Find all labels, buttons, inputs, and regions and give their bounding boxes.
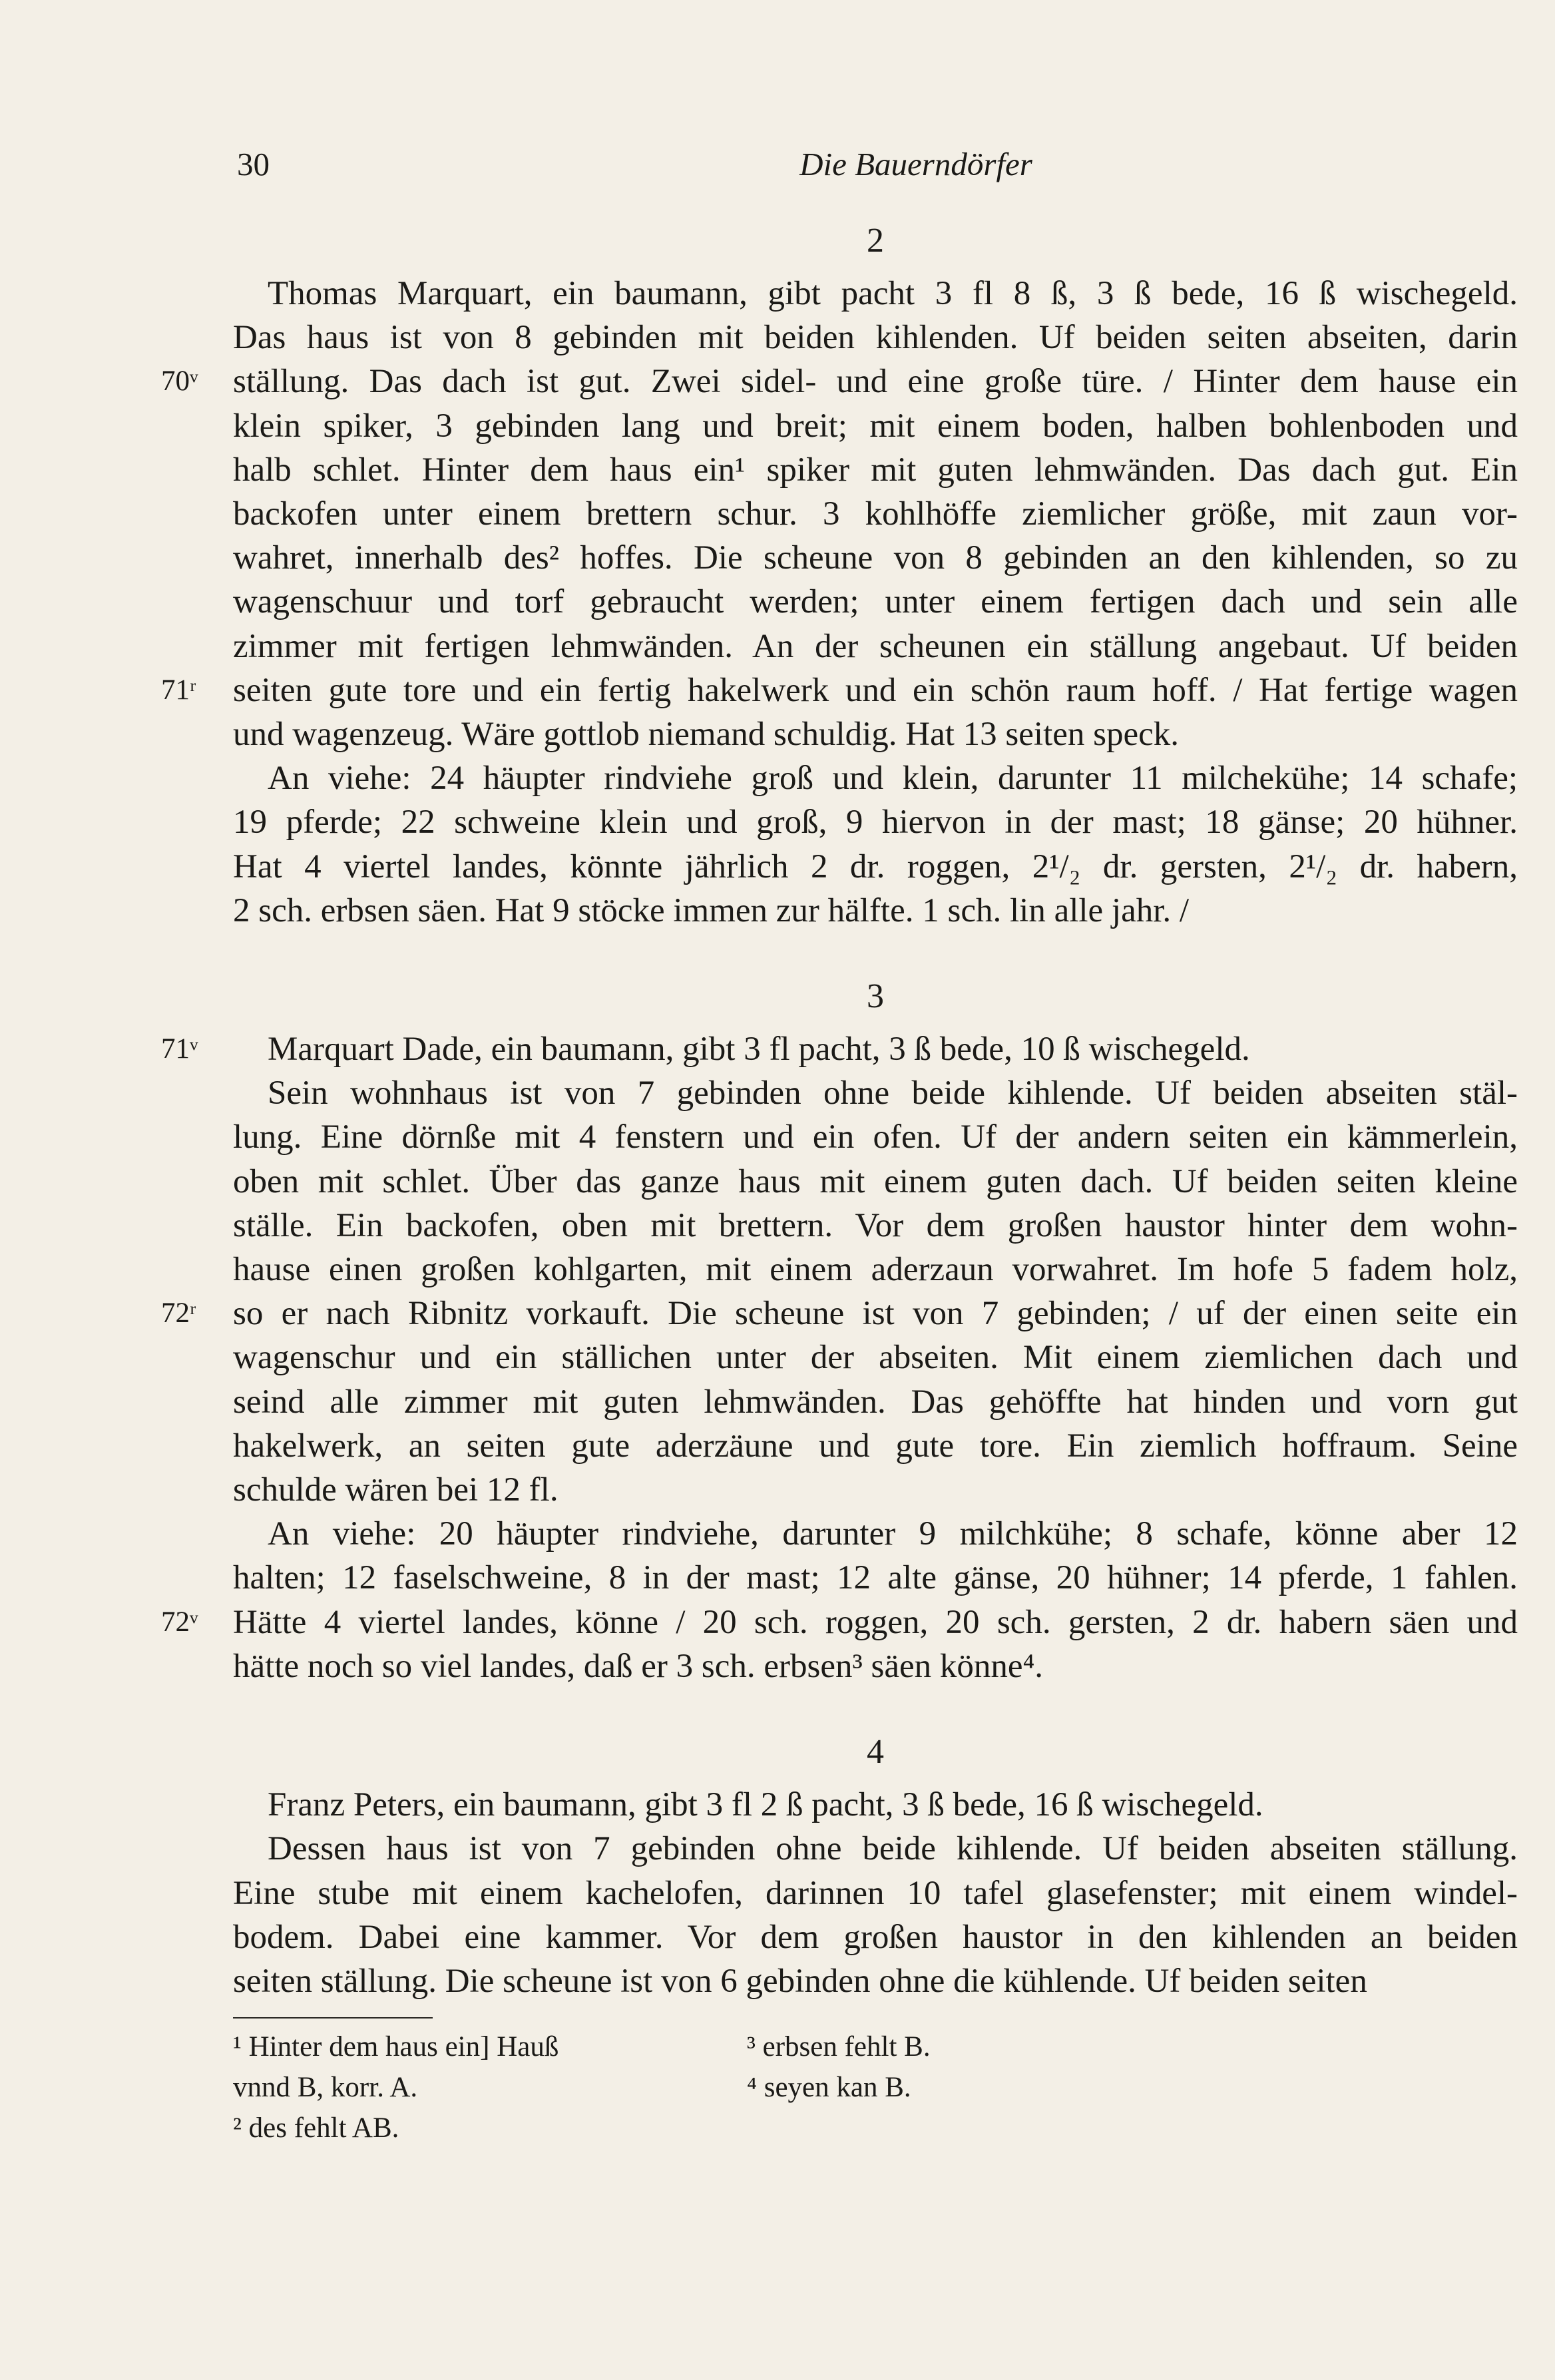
paragraph [161,1071,1518,1512]
line-text: hakelwerk, an seiten gute aderzäune und gute tore. Ein ziemlich hoffraum. Seine [233,1427,1518,1465]
text-line [233,1115,1518,1159]
text-line [161,359,1518,403]
line-text: Dessen haus ist von 7 gebinden ohne beide kihlende. Uf beiden abseiten ställung. [268,1830,1518,1868]
text-line [161,668,1518,712]
main-text [161,218,1518,2003]
text-line [233,316,1518,359]
text-line [233,756,1518,800]
line-text: Sein wohnhaus ist von 7 gebinden ohne beide kihlende. Uf beiden abseiten stäl- [268,1074,1518,1112]
text-line [233,404,1518,448]
line-text: halten; 12 faselschweine, 8 in der mast; 12 alte gänse, 20 hühner; 14 pferde, 1 fahlen. [233,1559,1518,1597]
line-text: Hat 4 viertel landes, könnte jährlich 2 dr. roggen, 2¹/₂ dr. gersten, 2¹/₂ dr. habern, [233,847,1518,885]
text-line [233,1380,1518,1424]
footnote-line: vnnd B, korr. A. [233,2072,418,2103]
paragraph [233,756,1518,933]
text-line [233,1248,1518,1292]
running-title: Die Bauerndörfer [799,146,1032,182]
text-line [233,845,1518,889]
text-line [233,1335,1518,1379]
text-line [161,1027,1518,1071]
text-line [233,1871,1518,1915]
line-text: oben mit schlet. Über das ganze haus mit einem guten dach. Uf beiden seiten kleine [233,1162,1518,1200]
footnote-line: ¹ Hinter dem haus ein] Hauß [233,2031,559,2062]
line-text: ställung. Das dach ist gut. Zwei sidel- und eine große türe. / Hinter dem hause ein [233,363,1518,401]
folio-marker: 71ᵛ [161,1033,198,1065]
line-text: und wagenzeug. Wäre gottlob niemand schuldig. Hat 13 seiten speck. [233,716,1180,754]
line-text: Thomas Marquart, ein baumann, gibt pacht 3 fl 8 ß, 3 ß bede, 16 ß wischegeld. [268,275,1518,312]
line-text: hätte noch so viel landes, daß er 3 sch. erbsen³ säen könne⁴. [233,1647,1044,1685]
section-number: 2 [867,222,884,260]
text-line [233,1827,1518,1871]
line-text: 2 sch. erbsen säen. Hat 9 stöcke immen zur hälfte. 1 sch. lin alle jahr. / [233,891,1190,929]
folio-marker: 72ᵛ [161,1606,198,1638]
line-text: An viehe: 20 häupter rindviehe, darunter 9 milchkühe; 8 schafe, könne aber 12 [268,1515,1518,1553]
text-line [233,1160,1518,1204]
text-line [233,624,1518,668]
line-text: Das haus ist von 8 gebinden mit beiden kihlenden. Uf beiden seiten abseiten, darin [233,319,1518,357]
line-text: klein spiker, 3 gebinden lang und breit; mit einem boden, halben bohlenboden und [233,407,1518,445]
line-text: wagenschur und ein ställichen unter der abseiten. Mit einem ziemlichen dach und [233,1339,1518,1377]
text-line [233,1783,1518,1827]
text-line [233,1556,1518,1600]
line-text: seiten gute tore und ein fertig hakelwerk und ein schön raum hoff. / Hat fertige wagen [233,671,1518,709]
text-line [233,492,1518,536]
text-line [233,712,1518,756]
section-number: 3 [867,977,884,1016]
paragraph [233,1827,1518,2003]
footnote-line: ⁴ seyen kan B. [747,2072,911,2103]
paragraph [161,1512,1518,1688]
line-text: lung. Eine dörnße mit 4 fenstern und ein ofen. Uf der andern seiten ein kämmerlein, [233,1118,1518,1156]
line-text: Hätte 4 viertel landes, könne / 20 sch. roggen, 20 sch. gersten, 2 dr. habern säen und [233,1603,1518,1641]
footnote-line: ² des fehlt AB. [233,2112,399,2144]
text-line [233,800,1518,844]
text-line [161,1600,1518,1644]
line-text: Marquart Dade, ein baumann, gibt 3 fl pacht, 3 ß bede, 10 ß wischegeld. [268,1031,1250,1069]
folio-marker: 71ʳ [161,674,196,706]
text-line [233,536,1518,580]
footnote-rule [233,2017,433,2019]
line-text: so er nach Ribnitz vorkauft. Die scheune ist von 7 gebinden; / uf der einen seite ein [233,1295,1518,1333]
line-text: ställe. Ein backofen, oben mit brettern. Vor dem großen haustor hinter dem wohn- [233,1206,1518,1244]
line-text: zimmer mit fertigen lehmwänden. An der scheunen ein ställung angebaut. Uf beiden [233,627,1518,665]
section-number: 4 [867,1733,884,1772]
page-number: 30 [237,146,270,182]
line-text: hause einen großen kohlgarten, mit einem aderzaun vorwahret. Im hofe 5 fadem holz, [233,1251,1518,1289]
text-line [233,580,1518,624]
text-line [233,1915,1518,1959]
line-text: backofen unter einem brettern schur. 3 kohlhöffe ziemlicher größe, mit zaun vor- [233,495,1518,533]
paragraph [233,1783,1518,1827]
footnotes-left-column [233,2026,712,2148]
text-line [161,1292,1518,1335]
line-text: wahret, innerhalb des² hoffes. Die scheune von 8 gebinden an den kihlenden, so zu [233,539,1518,577]
line-text: bodem. Dabei eine kammer. Vor dem großen haustor in den kihlenden an beiden [233,1918,1518,1956]
folio-marker: 72ʳ [161,1298,196,1329]
footnote-line: ³ erbsen fehlt B. [747,2031,931,2062]
text-line [233,1644,1518,1688]
text-line [233,1071,1518,1115]
line-text: halb schlet. Hinter dem haus ein¹ spiker mit guten lehmwänden. Das dach gut. Ein [233,451,1518,489]
line-text: Eine stube mit einem kachelofen, darinnen 10 tafel glasefenster; mit einem windel- [233,1874,1518,1912]
folio-marker: 70ᵛ [161,365,198,397]
text-line [233,1512,1518,1556]
line-text: wagenschuur und torf gebraucht werden; unter einem fertigen dach und sein alle [233,583,1518,621]
text-line [233,889,1518,933]
text-line [233,1204,1518,1248]
line-text: seiten ställung. Die scheune ist von 6 gebinden ohne die kühlende. Uf beiden seiten [233,1962,1367,2000]
line-text: Franz Peters, ein baumann, gibt 3 fl 2 ß pacht, 3 ß bede, 16 ß wischegeld. [268,1786,1263,1824]
paragraph [161,272,1518,756]
text-line [233,1468,1518,1512]
line-text: 19 pferde; 22 schweine klein und groß, 9 hiervon in der mast; 18 gänse; 20 hühner. [233,804,1518,841]
line-text: schulde wären bei 12 fl. [233,1471,558,1509]
text-line [233,1424,1518,1468]
line-text: seind alle zimmer mit guten lehmwänden. Das gehöffte hat hinden und vorn gut [233,1383,1518,1421]
footnotes-right-column [747,2026,1026,2108]
paragraph [161,1027,1518,1071]
line-text: An viehe: 24 häupter rindviehe groß und klein, darunter 11 milchekühe; 14 schafe; [268,760,1518,798]
text-line [233,448,1518,492]
running-head [237,145,1515,192]
text-line [233,272,1518,316]
text-line [233,1959,1518,2003]
